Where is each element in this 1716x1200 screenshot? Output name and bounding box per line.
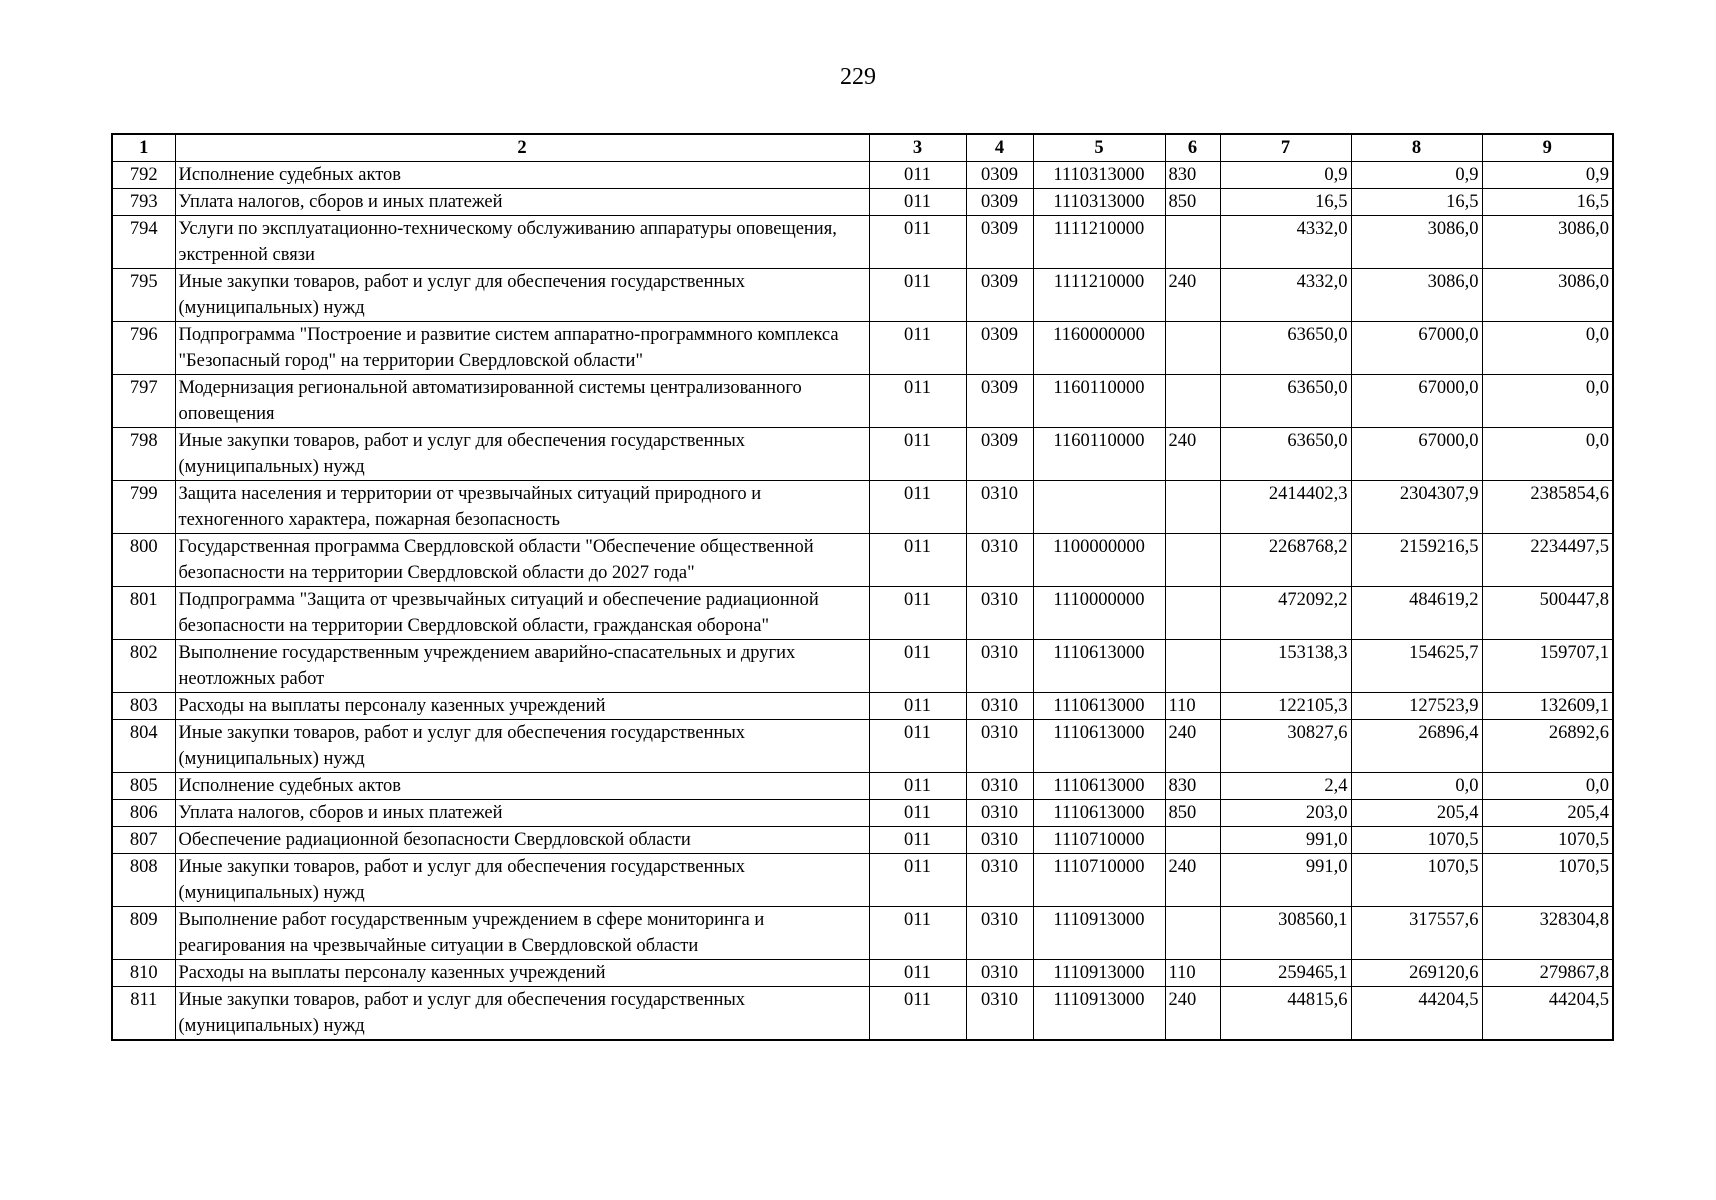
- item-name-cell: Иные закупки товаров, работ и услуг для обеспечения государственных (муниципальных) нужд: [175, 854, 869, 907]
- expense-type-cell: [1165, 587, 1220, 640]
- section-code-cell: 0310: [966, 481, 1033, 534]
- amount-col9-cell: 0,0: [1482, 322, 1613, 375]
- expense-type-cell: 830: [1165, 162, 1220, 189]
- section-code-cell: 0310: [966, 800, 1033, 827]
- amount-col8-cell: 67000,0: [1351, 428, 1482, 481]
- target-code-cell: 1160110000: [1033, 428, 1165, 481]
- row-number-cell: 794: [112, 216, 175, 269]
- amount-col9-cell: 26892,6: [1482, 720, 1613, 773]
- amount-col9-cell: 2234497,5: [1482, 534, 1613, 587]
- target-code-cell: 1110710000: [1033, 827, 1165, 854]
- expense-type-cell: [1165, 481, 1220, 534]
- table-row: [112, 773, 1613, 800]
- section-code-cell: 0310: [966, 987, 1033, 1041]
- expense-type-cell: [1165, 827, 1220, 854]
- table-row: [112, 428, 1613, 481]
- amount-col9-cell: 159707,1: [1482, 640, 1613, 693]
- admin-code-cell: 011: [869, 162, 966, 189]
- table-row: [112, 827, 1613, 854]
- budget-table: [111, 133, 1614, 1041]
- table-row: [112, 216, 1613, 269]
- admin-code-cell: 011: [869, 960, 966, 987]
- table-row: [112, 987, 1613, 1041]
- target-code-cell: 1110913000: [1033, 960, 1165, 987]
- admin-code-cell: 011: [869, 800, 966, 827]
- row-number-cell: 801: [112, 587, 175, 640]
- section-code-cell: 0309: [966, 428, 1033, 481]
- item-name-cell: Выполнение государственным учреждением аварийно-спасательных и других неотложных работ: [175, 640, 869, 693]
- amount-col9-cell: 2385854,6: [1482, 481, 1613, 534]
- amount-col9-cell: 0,9: [1482, 162, 1613, 189]
- amount-col8-cell: 67000,0: [1351, 375, 1482, 428]
- expense-type-cell: 240: [1165, 428, 1220, 481]
- amount-col7-cell: 259465,1: [1220, 960, 1351, 987]
- expense-type-cell: 110: [1165, 960, 1220, 987]
- table-row: [112, 269, 1613, 322]
- amount-col9-cell: 1070,5: [1482, 827, 1613, 854]
- expense-type-cell: 850: [1165, 800, 1220, 827]
- admin-code-cell: 011: [869, 720, 966, 773]
- target-code-cell: 1100000000: [1033, 534, 1165, 587]
- amount-col9-cell: 3086,0: [1482, 216, 1613, 269]
- table-row: [112, 960, 1613, 987]
- amount-col7-cell: 991,0: [1220, 854, 1351, 907]
- expense-type-cell: 240: [1165, 987, 1220, 1041]
- section-code-cell: 0310: [966, 907, 1033, 960]
- amount-col8-cell: 484619,2: [1351, 587, 1482, 640]
- item-name-cell: Услуги по эксплуатационно-техническому обслуживанию аппаратуры оповещения, экстренной связи: [175, 216, 869, 269]
- target-code-cell: 1110000000: [1033, 587, 1165, 640]
- table-row: [112, 189, 1613, 216]
- item-name-cell: Уплата налогов, сборов и иных платежей: [175, 189, 869, 216]
- amount-col7-cell: 63650,0: [1220, 428, 1351, 481]
- section-code-cell: 0310: [966, 534, 1033, 587]
- table-row: [112, 720, 1613, 773]
- amount-col8-cell: 0,0: [1351, 773, 1482, 800]
- row-number-cell: 809: [112, 907, 175, 960]
- expense-type-cell: 850: [1165, 189, 1220, 216]
- column-header: 1: [112, 134, 175, 162]
- amount-col9-cell: 328304,8: [1482, 907, 1613, 960]
- admin-code-cell: 011: [869, 189, 966, 216]
- amount-col7-cell: 63650,0: [1220, 322, 1351, 375]
- amount-col8-cell: 317557,6: [1351, 907, 1482, 960]
- column-header: 8: [1351, 134, 1482, 162]
- admin-code-cell: 011: [869, 640, 966, 693]
- item-name-cell: Выполнение работ государственным учреждением в сфере мониторинга и реагирования на чрезвычайные ситуации в Свердловской области: [175, 907, 869, 960]
- section-code-cell: 0310: [966, 693, 1033, 720]
- table-row: [112, 322, 1613, 375]
- admin-code-cell: 011: [869, 907, 966, 960]
- amount-col9-cell: 279867,8: [1482, 960, 1613, 987]
- target-code-cell: 1110613000: [1033, 640, 1165, 693]
- section-code-cell: 0310: [966, 854, 1033, 907]
- admin-code-cell: 011: [869, 773, 966, 800]
- section-code-cell: 0309: [966, 375, 1033, 428]
- row-number-cell: 805: [112, 773, 175, 800]
- section-code-cell: 0310: [966, 640, 1033, 693]
- admin-code-cell: 011: [869, 534, 966, 587]
- row-number-cell: 800: [112, 534, 175, 587]
- expense-type-cell: [1165, 907, 1220, 960]
- item-name-cell: Подпрограмма "Защита от чрезвычайных ситуаций и обеспечение радиационной безопасности на территории Свердловской области, гражданская оборона": [175, 587, 869, 640]
- amount-col7-cell: 4332,0: [1220, 216, 1351, 269]
- amount-col7-cell: 2414402,3: [1220, 481, 1351, 534]
- admin-code-cell: 011: [869, 481, 966, 534]
- target-code-cell: 1110913000: [1033, 907, 1165, 960]
- admin-code-cell: 011: [869, 375, 966, 428]
- item-name-cell: Модернизация региональной автоматизированной системы централизованного оповещения: [175, 375, 869, 428]
- target-code-cell: 1110313000: [1033, 189, 1165, 216]
- column-header: 9: [1482, 134, 1613, 162]
- item-name-cell: Государственная программа Свердловской области "Обеспечение общественной безопасности на территории Свердловской области до 2027 года": [175, 534, 869, 587]
- admin-code-cell: 011: [869, 269, 966, 322]
- item-name-cell: Защита населения и территории от чрезвычайных ситуаций природного и техногенного характера, пожарная безопасность: [175, 481, 869, 534]
- amount-col9-cell: 44204,5: [1482, 987, 1613, 1041]
- item-name-cell: Расходы на выплаты персоналу казенных учреждений: [175, 693, 869, 720]
- amount-col9-cell: 0,0: [1482, 428, 1613, 481]
- header-row: [112, 134, 1613, 162]
- row-number-cell: 792: [112, 162, 175, 189]
- expense-type-cell: 110: [1165, 693, 1220, 720]
- table-row: [112, 800, 1613, 827]
- amount-col9-cell: 16,5: [1482, 189, 1613, 216]
- section-code-cell: 0310: [966, 773, 1033, 800]
- amount-col7-cell: 122105,3: [1220, 693, 1351, 720]
- amount-col9-cell: 205,4: [1482, 800, 1613, 827]
- amount-col9-cell: 1070,5: [1482, 854, 1613, 907]
- column-header: 3: [869, 134, 966, 162]
- target-code-cell: 1110913000: [1033, 987, 1165, 1041]
- amount-col7-cell: 63650,0: [1220, 375, 1351, 428]
- amount-col8-cell: 1070,5: [1351, 827, 1482, 854]
- section-code-cell: 0310: [966, 720, 1033, 773]
- item-name-cell: Подпрограмма "Построение и развитие систем аппаратно-программного комплекса "Безопасный город" на территории Свердловской области": [175, 322, 869, 375]
- section-code-cell: 0310: [966, 827, 1033, 854]
- section-code-cell: 0309: [966, 216, 1033, 269]
- target-code-cell: 1111210000: [1033, 216, 1165, 269]
- amount-col9-cell: 0,0: [1482, 773, 1613, 800]
- amount-col9-cell: 3086,0: [1482, 269, 1613, 322]
- amount-col7-cell: 44815,6: [1220, 987, 1351, 1041]
- column-header: 4: [966, 134, 1033, 162]
- row-number-cell: 795: [112, 269, 175, 322]
- table-row: [112, 640, 1613, 693]
- table-row: [112, 534, 1613, 587]
- expense-type-cell: [1165, 534, 1220, 587]
- row-number-cell: 806: [112, 800, 175, 827]
- expense-type-cell: 240: [1165, 854, 1220, 907]
- amount-col7-cell: 308560,1: [1220, 907, 1351, 960]
- amount-col8-cell: 2304307,9: [1351, 481, 1482, 534]
- amount-col8-cell: 16,5: [1351, 189, 1482, 216]
- table-row: [112, 481, 1613, 534]
- amount-col9-cell: 500447,8: [1482, 587, 1613, 640]
- section-code-cell: 0309: [966, 322, 1033, 375]
- row-number-cell: 803: [112, 693, 175, 720]
- page-number: 229: [840, 64, 876, 90]
- row-number-cell: 808: [112, 854, 175, 907]
- row-number-cell: 796: [112, 322, 175, 375]
- amount-col8-cell: 3086,0: [1351, 269, 1482, 322]
- amount-col8-cell: 0,9: [1351, 162, 1482, 189]
- target-code-cell: [1033, 481, 1165, 534]
- expense-type-cell: 830: [1165, 773, 1220, 800]
- column-header: 7: [1220, 134, 1351, 162]
- amount-col8-cell: 26896,4: [1351, 720, 1482, 773]
- target-code-cell: 1160110000: [1033, 375, 1165, 428]
- amount-col8-cell: 1070,5: [1351, 854, 1482, 907]
- amount-col7-cell: 2268768,2: [1220, 534, 1351, 587]
- column-header: 5: [1033, 134, 1165, 162]
- expense-type-cell: [1165, 216, 1220, 269]
- admin-code-cell: 011: [869, 827, 966, 854]
- item-name-cell: Иные закупки товаров, работ и услуг для обеспечения государственных (муниципальных) нужд: [175, 987, 869, 1041]
- amount-col8-cell: 205,4: [1351, 800, 1482, 827]
- row-number-cell: 810: [112, 960, 175, 987]
- amount-col7-cell: 2,4: [1220, 773, 1351, 800]
- row-number-cell: 811: [112, 987, 175, 1041]
- row-number-cell: 799: [112, 481, 175, 534]
- row-number-cell: 798: [112, 428, 175, 481]
- table-row: [112, 693, 1613, 720]
- item-name-cell: Иные закупки товаров, работ и услуг для обеспечения государственных (муниципальных) нужд: [175, 720, 869, 773]
- row-number-cell: 797: [112, 375, 175, 428]
- amount-col7-cell: 4332,0: [1220, 269, 1351, 322]
- amount-col8-cell: 67000,0: [1351, 322, 1482, 375]
- admin-code-cell: 011: [869, 854, 966, 907]
- item-name-cell: Обеспечение радиационной безопасности Свердловской области: [175, 827, 869, 854]
- expense-type-cell: [1165, 640, 1220, 693]
- table-row: [112, 162, 1613, 189]
- admin-code-cell: 011: [869, 587, 966, 640]
- table-row: [112, 907, 1613, 960]
- amount-col8-cell: 269120,6: [1351, 960, 1482, 987]
- admin-code-cell: 011: [869, 693, 966, 720]
- table-row: [112, 375, 1613, 428]
- target-code-cell: 1110613000: [1033, 773, 1165, 800]
- amount-col7-cell: 153138,3: [1220, 640, 1351, 693]
- table-row: [112, 854, 1613, 907]
- amount-col7-cell: 16,5: [1220, 189, 1351, 216]
- target-code-cell: 1110710000: [1033, 854, 1165, 907]
- target-code-cell: 1110613000: [1033, 693, 1165, 720]
- admin-code-cell: 011: [869, 216, 966, 269]
- target-code-cell: 1160000000: [1033, 322, 1165, 375]
- admin-code-cell: 011: [869, 987, 966, 1041]
- column-header: 2: [175, 134, 869, 162]
- amount-col8-cell: 127523,9: [1351, 693, 1482, 720]
- item-name-cell: Расходы на выплаты персоналу казенных учреждений: [175, 960, 869, 987]
- expense-type-cell: [1165, 322, 1220, 375]
- amount-col7-cell: 203,0: [1220, 800, 1351, 827]
- expense-type-cell: 240: [1165, 720, 1220, 773]
- amount-col7-cell: 991,0: [1220, 827, 1351, 854]
- expense-type-cell: 240: [1165, 269, 1220, 322]
- section-code-cell: 0309: [966, 162, 1033, 189]
- item-name-cell: Уплата налогов, сборов и иных платежей: [175, 800, 869, 827]
- amount-col8-cell: 3086,0: [1351, 216, 1482, 269]
- item-name-cell: Исполнение судебных актов: [175, 162, 869, 189]
- amount-col7-cell: 472092,2: [1220, 587, 1351, 640]
- table-row: [112, 587, 1613, 640]
- target-code-cell: 1111210000: [1033, 269, 1165, 322]
- admin-code-cell: 011: [869, 428, 966, 481]
- item-name-cell: Исполнение судебных актов: [175, 773, 869, 800]
- section-code-cell: 0309: [966, 269, 1033, 322]
- expense-type-cell: [1165, 375, 1220, 428]
- amount-col8-cell: 2159216,5: [1351, 534, 1482, 587]
- section-code-cell: 0310: [966, 587, 1033, 640]
- amount-col9-cell: 0,0: [1482, 375, 1613, 428]
- row-number-cell: 807: [112, 827, 175, 854]
- item-name-cell: Иные закупки товаров, работ и услуг для обеспечения государственных (муниципальных) нужд: [175, 269, 869, 322]
- amount-col7-cell: 0,9: [1220, 162, 1351, 189]
- section-code-cell: 0309: [966, 189, 1033, 216]
- row-number-cell: 793: [112, 189, 175, 216]
- row-number-cell: 802: [112, 640, 175, 693]
- column-header: 6: [1165, 134, 1220, 162]
- amount-col8-cell: 154625,7: [1351, 640, 1482, 693]
- amount-col8-cell: 44204,5: [1351, 987, 1482, 1041]
- target-code-cell: 1110613000: [1033, 720, 1165, 773]
- amount-col7-cell: 30827,6: [1220, 720, 1351, 773]
- target-code-cell: 1110313000: [1033, 162, 1165, 189]
- row-number-cell: 804: [112, 720, 175, 773]
- amount-col9-cell: 132609,1: [1482, 693, 1613, 720]
- section-code-cell: 0310: [966, 960, 1033, 987]
- admin-code-cell: 011: [869, 322, 966, 375]
- target-code-cell: 1110613000: [1033, 800, 1165, 827]
- item-name-cell: Иные закупки товаров, работ и услуг для обеспечения государственных (муниципальных) нужд: [175, 428, 869, 481]
